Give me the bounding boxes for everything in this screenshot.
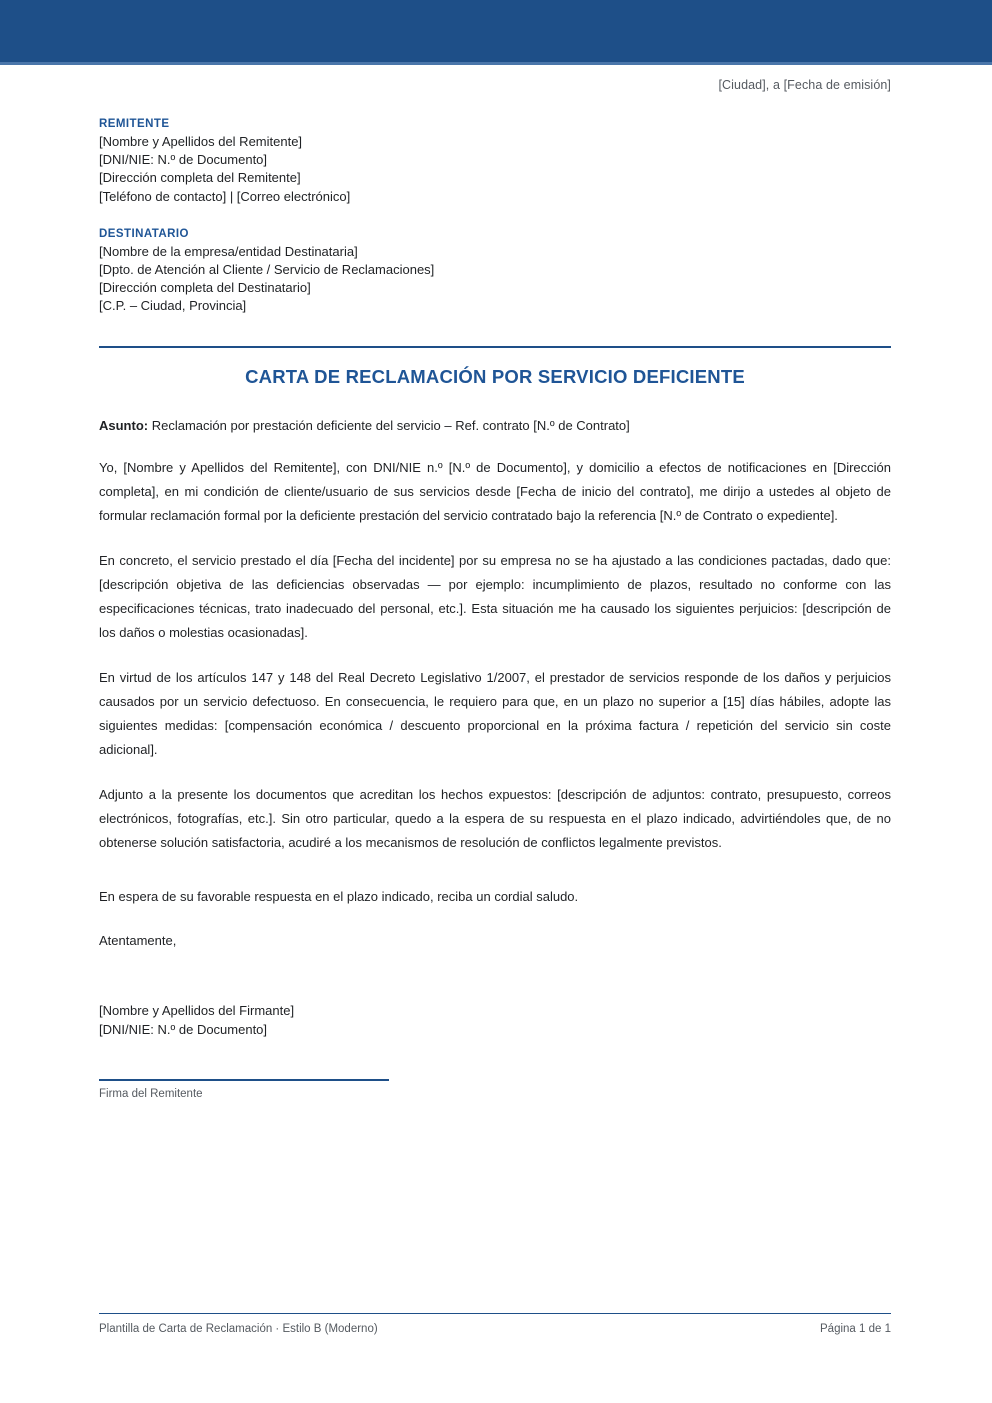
signer-id: [DNI/NIE: N.º de Documento] [99, 1021, 268, 1037]
sender-line-id: [DNI/NIE: N.º de Documento] [99, 152, 268, 168]
recipient-line-address: [Dirección completa del Destinatario] [99, 280, 311, 296]
subject-line [99, 416, 891, 435]
body-paragraph-4: Adjunto a la presente los documentos que acreditan los hechos expuestos: [descripción de adjuntos: contrato, presupuesto, correos electrónicos, fotografías, etc.]. Sin otro particular, quedo a la espera de su respuesta en el plazo indicado, advirtiéndoles que, de no obtenerse solución satisfactoria, acudiré a los mecanismos de resolución de conflictos legalmente previstos. [99, 786, 891, 850]
recipient-label: DESTINATARIO [99, 227, 189, 240]
sender-label: REMITENTE [99, 118, 170, 130]
document-content [99, 0, 891, 1100]
subject-text: Reclamación por prestación deficiente del servicio – Ref. contrato [N.º de Contrato] [148, 417, 630, 433]
recipient-line-city: [C.P. – Ciudad, Provincia] [99, 298, 247, 314]
footer-page-number: Página 1 de 1 [820, 1323, 891, 1335]
subject-label: Asunto: [99, 417, 149, 433]
footer-row [99, 1323, 891, 1335]
footer-divider-rule [99, 1313, 891, 1314]
signature-caption: Firma del Remitente [99, 1087, 203, 1100]
footer-template-name: Plantilla de Carta de Reclamación · Estilo B (Moderno) [99, 1323, 378, 1335]
body-paragraph-3: En virtud de los artículos 147 y 148 del Real Decreto Legislativo 1/2007, el prestador de servicios responde de los daños y perjuicios causados por un servicio defectuoso. En consecuencia, le requiero para que, en un plazo no superior a [15] días hábiles, adopte las siguientes medidas: [compensación económica / descuento proporcional en la próxima factura / repetición del servicio sin coste adicional]. [99, 669, 891, 757]
sender-block [99, 118, 891, 206]
title-divider-rule [99, 346, 891, 348]
sender-line-address: [Dirección completa del Remitente] [99, 170, 301, 186]
signature-rule [99, 1079, 389, 1081]
recipient-line-department: [Dpto. de Atención al Cliente / Servicio de Reclamaciones] [99, 262, 435, 278]
signer-name: [Nombre y Apellidos del Firmante] [99, 1002, 295, 1018]
sender-line-contact: [Teléfono de contacto] | [Correo electrónico] [99, 188, 351, 204]
page-title: CARTA DE RECLAMACIÓN POR SERVICIO DEFICIENTE [245, 365, 745, 387]
recipient-block [99, 228, 891, 316]
sign-off-line: Atentamente, [99, 932, 177, 948]
date-line: [Ciudad], a [Fecha de emisión] [718, 78, 891, 92]
body-paragraph-2: En concreto, el servicio prestado el día [Fecha del incidente] por su empresa no se ha ajustado a las condiciones pactadas, dado que: [descripción objetiva de las deficiencias observadas — por ejemplo: incumplimiento de plazos, resultado no conforme con las especificaciones técnicas, trato inadecuado del personal, etc.]. Esta situación me ha causado los siguientes perjuicios: [descripción de los daños o molestias ocasionadas]. [99, 552, 891, 640]
body-paragraph-1: Yo, [Nombre y Apellidos del Remitente], con DNI/NIE n.º [N.º de Documento], y domicilio a efectos de notificaciones en [Dirección completa], en mi condición de cliente/usuario de sus servicios desde [Fecha de inicio del contrato], me dirijo a ustedes al objeto de formular reclamación formal por la deficiente prestación del servicio contratado bajo la referencia [N.º de Contrato o expediente]. [99, 459, 891, 523]
recipient-line-company: [Nombre de la empresa/entidad Destinataria] [99, 243, 358, 259]
sender-line-name: [Nombre y Apellidos del Remitente] [99, 134, 303, 149]
signer-block [99, 1001, 891, 1039]
closing-line: En espera de su favorable respuesta en el plazo indicado, reciba un cordial saludo. [99, 888, 579, 904]
page-footer [99, 1313, 891, 1335]
